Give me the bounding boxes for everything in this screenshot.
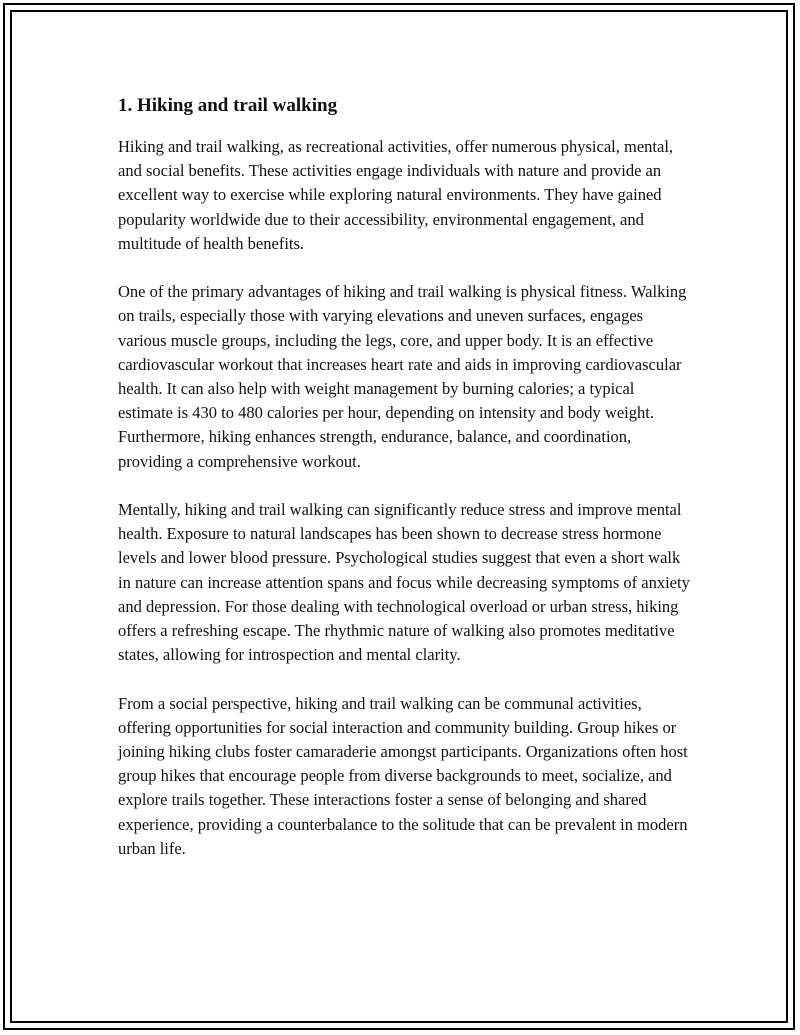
paragraph-intro: Hiking and trail walking, as recreational activities, offer numerous physical, mental, and social benefits. These activities engage individuals with nature and provide an excellent way to exercise while exploring natural environments. They have gained popularity worldwide due to their accessibility, environmental engagement, and multitude of health benefits. — [118, 137, 674, 253]
paragraph-physical-benefits: One of the primary advantages of hiking and trail walking is physical fitness. Walking on trails, especially those with varying elevations and uneven surfaces, engages various muscle groups, including the legs, core, and upper body. It is an effective cardiovascular workout that increases heart rate and aids in improving cardiovascular health. It can also help with weight management by burning calories; a typical estimate is 430 to 480 calories per hour, depending on intensity and body weight. Furthermore, hiking enhances strength, endurance, balance, and coordination, providing a comprehensive workout. — [118, 282, 687, 471]
document-body — [118, 93, 692, 885]
section-heading: 1. Hiking and trail walking — [118, 95, 338, 116]
paragraph-mental-benefits: Mentally, hiking and trail walking can significantly reduce stress and improve mental health. Exposure to natural landscapes has been shown to decrease stress hormone levels and lower blood pressure. Psychological studies suggest that even a short walk in nature can increase attention spans and focus while decreasing symptoms of anxiety and depression. For those dealing with technological overload or urban stress, hiking offers a refreshing escape. The rhythmic nature of walking also promotes meditative states, allowing for introspection and mental clarity. — [118, 500, 690, 665]
paragraph-social-benefits: From a social perspective, hiking and trail walking can be communal activities, offering opportunities for social interaction and community building. Group hikes or joining hiking clubs foster camaraderie amongst participants. Organizations often host group hikes that encourage people from diverse backgrounds to meet, socialize, and explore trails together. These interactions foster a sense of belonging and shared experience, providing a counterbalance to the solitude that can be prevalent in modern urban life. — [118, 693, 688, 858]
